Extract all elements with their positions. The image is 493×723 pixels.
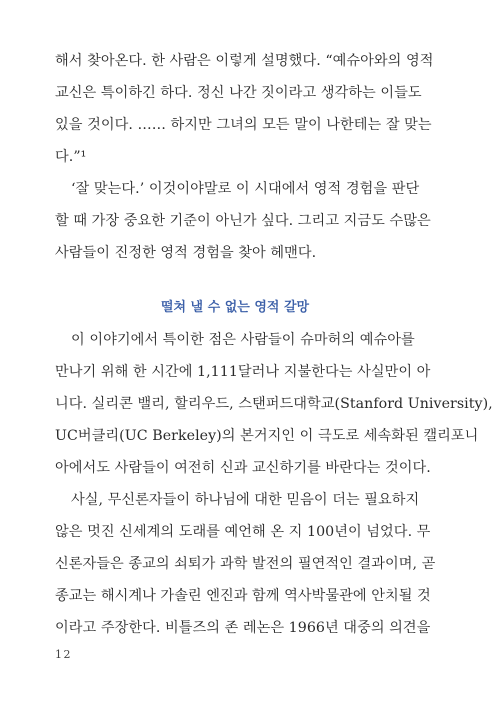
body-text-line: UC버클리(UC Berkeley)의 본거지인 이 극도로 세속화된 캘리포니 xyxy=(55,428,479,444)
body-text-line: 이라고 주장한다. 비틀즈의 존 레논은 1966년 대중의 의견을 xyxy=(55,620,431,636)
body-text-line: 할 때 가장 중요한 기준이 아닌가 싶다. 그리고 지금도 수많은 xyxy=(55,213,431,229)
body-text-line: 교신은 특이하긴 하다. 정신 나간 짓이라고 생각하는 이들도 xyxy=(55,85,422,101)
body-text-line: 사실, 무신론자들이 하나님에 대한 믿음이 더는 필요하지 xyxy=(71,492,420,508)
body-text-line: 아에서도 사람들이 여전히 신과 교신하기를 바란다는 것이다. xyxy=(55,460,431,476)
body-text-line: 신론자들은 종교의 쇠퇴가 과학 발전의 필연적인 결과이며, 곧 xyxy=(55,556,436,572)
body-text-line: 있을 것이다. …… 하지만 그녀의 모든 말이 나한테는 잘 맞는 xyxy=(55,117,432,133)
body-text-line: 다.”¹ xyxy=(55,149,87,165)
body-text-line: ‘잘 맞는다.’ 이것이야말로 이 시대에서 영적 경험을 판단 xyxy=(71,181,420,197)
section-heading: 떨쳐 낼 수 없는 영적 갈망 xyxy=(160,300,310,315)
page-number: 12 xyxy=(55,648,72,661)
body-text-line: 사람들이 진정한 영적 경험을 찾아 헤맨다. xyxy=(55,245,317,261)
body-text-line: 이 이야기에서 특이한 점은 사람들이 슈마허의 예슈아를 xyxy=(71,332,415,348)
body-text-line: 만나기 위해 한 시간에 1,111달러나 지불한다는 사실만이 아 xyxy=(55,364,431,380)
body-text-line: 니다. 실리콘 밸리, 할리우드, 스탠퍼드대학교(Stanford University), xyxy=(55,396,493,412)
body-text-line: 않은 멋진 신세계의 도래를 예언해 온 지 100년이 넘었다. 무 xyxy=(55,524,431,540)
body-text-line: 종교는 해시계나 가솔린 엔진과 함께 역사박물관에 안치될 것 xyxy=(55,588,431,604)
body-text-line: 해서 찾아온다. 한 사람은 이렇게 설명했다. “예슈아와의 영적 xyxy=(55,53,434,69)
